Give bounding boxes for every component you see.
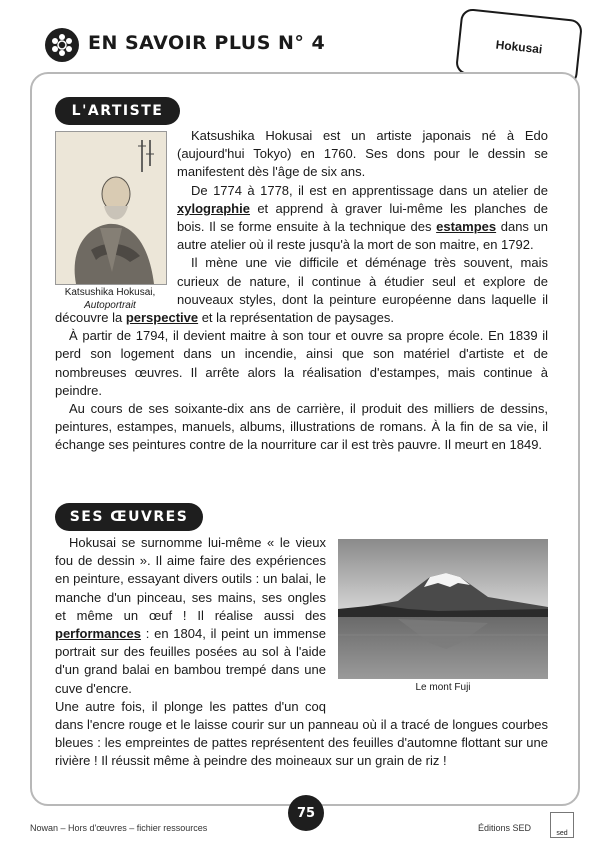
artist-paragraph: Il mène une vie difficile et déménage très souvent, mais curieux de nature, il continue à étudier seul et explore de nouveaux styles, dont la peinture européenne dans laquelle il découvre la perspective et la représentation de paysages. — [55, 255, 548, 326]
artist-paragraph: À partir de 1794, il devient maitre à son tour et ouvre sa propre école. En 1839 il perd son logement dans un incendie, ainsi que son matériel d'artiste et de nombreuses œuvres. Il arrête alors la réalisation d'estampes, mais continue à peindre. — [55, 328, 548, 398]
footer-publisher: Éditions SED — [478, 823, 532, 833]
artist-paragraph: Au cours de ses soixante-dix ans de carrière, il produit des milliers de dessins, peintures, estampes, manuels, albums, illustrations de romans. À la fin de sa vie, il échange ses peintures contre de la nourriture car il est très pauvre. Il meurt en 1849. — [55, 401, 548, 453]
footer-source: Nowan – Hors d'œuvres – fichier ressources — [30, 823, 208, 833]
works-body-text — [55, 534, 548, 771]
artist-paragraph: Katsushika Hokusai est un artiste japonais né à Edo (aujourd'hui Tokyo) en 1760. Ses dons pour le dessin se manifestent dès l'âge de six ans. — [177, 128, 548, 180]
works-paragraph: Une autre fois, il plonge les pattes d'un coq dans l'encre rouge et le laisse courir sur un panneau où il a tracé de longues courbes bleues : les empreintes de pattes représentent des feuilles d'automne flottant sur une rivière ! Il réussit même à peindre des moineaux sur un grain de riz ! — [55, 698, 548, 769]
portrait-caption-title: Autoportrait — [84, 300, 136, 311]
section-title-works: SES ŒUVRES — [55, 503, 203, 531]
topic-tab: Hokusai — [455, 8, 583, 86]
publisher-logo: sed — [550, 812, 574, 838]
works-paragraph: Hokusai se surnomme lui-même « le vieux fou de dessin ». Il aime faire des expériences en peinture, essayant divers outils : un balai, le manche d'un pinceau, ses mains, ses ongles et même un œuf ! Il réalise aussi des performances : en 1804, il peint un immense portrait sur des feuilles posées au sol à l'aide d'un grand balai en bambou trempé dans une cuve d'encre. — [55, 535, 326, 696]
artist-body-text — [55, 127, 548, 455]
portrait-caption-name: Katsushika Hokusai, — [64, 287, 156, 298]
photo-caption: Le mont Fuji — [415, 682, 471, 693]
keyword-perspective: perspective — [125, 310, 199, 326]
keyword-estampes: estampes — [436, 219, 497, 235]
section-title-artist: L'ARTISTE — [55, 97, 180, 125]
page-number: 75 — [288, 795, 324, 831]
gear-flower-icon — [45, 28, 79, 62]
keyword-performances: performances — [55, 626, 141, 642]
keyword-xylographie: xylographie — [177, 200, 250, 216]
page-title: EN SAVOIR PLUS N° 4 — [88, 32, 326, 54]
artist-paragraph: De 1774 à 1778, il est en apprentissage dans un atelier de xylographie et apprend à graver lui-même les planches de bois. Il se forme ensuite à la technique des estampes dans un autre atelier où il reste jusqu'à la mort de son maitre, en 1792. — [177, 182, 549, 253]
